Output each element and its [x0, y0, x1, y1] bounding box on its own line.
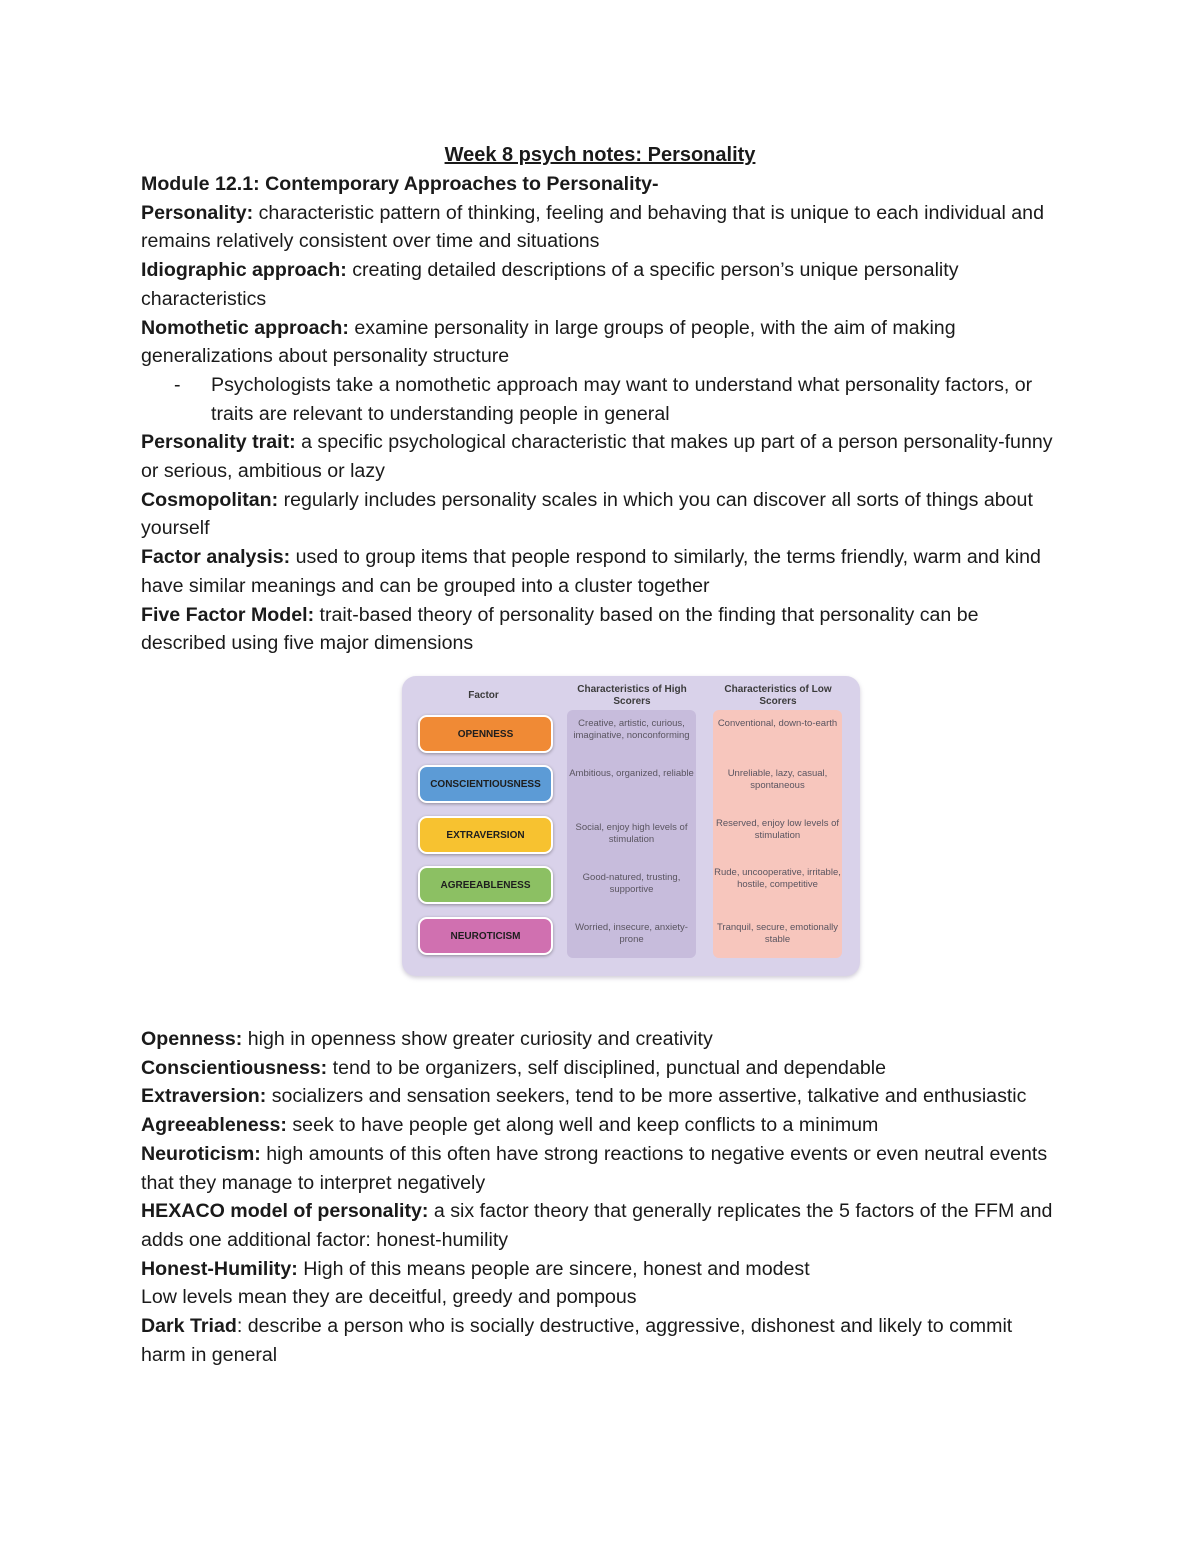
high-openness: Creative, artistic, curious, imaginative, nonconforming — [573, 718, 690, 741]
low-openness: Conventional, down-to-earth — [717, 718, 838, 729]
definition-text: tend to be organizers, self disciplined, punctual and dependable — [327, 1056, 887, 1079]
factor-openness: OPENNESS — [418, 715, 553, 753]
definition-text: creating detailed descriptions of a specific person’s unique personality characteristics — [141, 259, 959, 310]
definition-agreeableness — [141, 1111, 1061, 1140]
definition-extraversion — [141, 1082, 1061, 1111]
term: Cosmopolitan: — [141, 488, 279, 511]
definition-text: : describe a person who is socially destructive, aggressive, dishonest and likely to commit harm in general — [141, 1315, 1013, 1366]
definition-cosmopolitan — [141, 486, 1061, 543]
low-agreeableness: Rude, uncooperative, irritable, hostile, competitive — [714, 867, 841, 890]
definition-text: characteristic pattern of thinking, feeling and behaving that is unique to each individual and remains relatively consistent over time and situations — [141, 201, 1044, 253]
definition-text: used to group items that people respond to similarly, the terms friendly, warm and kind have similar meanings and can be grouped into a cluster together — [141, 546, 1041, 597]
definition-text: trait-based theory of personality based on the finding that personality can be described using five major dimensions — [141, 603, 979, 655]
definition-text: socializers and sensation seekers, tend to be more assertive, talkative and enthusiastic — [266, 1085, 1027, 1108]
definition-dark-triad — [141, 1312, 1061, 1369]
notes-top — [141, 170, 1061, 658]
term: Openness: — [141, 1028, 243, 1050]
low-neuroticism: Tranquil, secure, emotionally stable — [716, 922, 839, 945]
page-title: Week 8 psych notes: Personality — [444, 144, 756, 166]
term: Personality: — [141, 201, 254, 224]
term: Agreeableness: — [141, 1114, 287, 1137]
definition-text: Low levels mean they are deceitful, greedy and pompous — [141, 1286, 637, 1309]
bullet-text: Psychologists take a nomothetic approach may want to understand what personality factors, or traits are relevant to understanding people in general — [211, 373, 1033, 425]
notes-bottom — [141, 1025, 1061, 1369]
definition-openness — [141, 1025, 1061, 1054]
definition-text: examine personality in large groups of people, with the aim of making generalizations about personality structure — [141, 316, 956, 368]
factor-neuroticism: NEUROTICISM — [418, 917, 553, 955]
definition-text: a specific psychological characteristic that makes up part of a person personality-funny or serious, ambitious or lazy — [141, 431, 1053, 483]
definition-text: regularly includes personality scales in which you can discover all sorts of things about yourself — [141, 488, 1033, 540]
definition-idiographic — [141, 256, 1061, 313]
high-neuroticism: Worried, insecure, anxiety-prone — [575, 922, 688, 945]
definition-text: a six factor theory that generally replicates the 5 factors of the FFM and adds one additional factor: honest-humility — [141, 1200, 1053, 1251]
low-levels-note — [141, 1283, 1061, 1312]
factor-agreeableness: AGREEABLENESS — [418, 866, 553, 904]
module-heading: Module 12.1: Contemporary Approaches to Personality- — [141, 173, 659, 195]
term: HEXACO model of personality: — [141, 1200, 429, 1223]
term: Conscientiousness: — [141, 1056, 328, 1079]
term: Nomothetic approach: — [141, 316, 349, 339]
high-conscientiousness: Ambitious, organized, reliable — [569, 768, 694, 779]
definition-personality-trait — [141, 428, 1061, 485]
definition-five-factor-model — [141, 601, 1061, 658]
header-high-scorers: Characteristics of High Scorers — [577, 684, 687, 707]
definition-text: high amounts of this often have strong reactions to negative events or even neutral events that they manage to interpret negatively — [141, 1142, 1048, 1194]
term: Honest-Humility: — [141, 1257, 298, 1280]
low-extraversion: Reserved, enjoy low levels of stimulation — [715, 818, 840, 841]
definition-honest-humility — [141, 1255, 1061, 1284]
low-conscientiousness: Unreliable, lazy, casual, spontaneous — [727, 768, 828, 791]
bullet-item — [141, 371, 1061, 428]
factor-conscientiousness: CONSCIENTIOUSNESS — [418, 765, 553, 803]
high-agreeableness: Good-natured, trusting, supportive — [582, 872, 681, 895]
bullet-dash: - — [174, 373, 181, 396]
term: Factor analysis: — [141, 546, 291, 569]
term: Personality trait: — [141, 431, 296, 454]
definition-factor-analysis — [141, 543, 1061, 600]
definition-text: seek to have people get along well and keep conflicts to a minimum — [286, 1114, 879, 1137]
term: Idiographic approach: — [141, 259, 347, 282]
factor-extraversion: EXTRAVERSION — [418, 816, 553, 854]
definition-conscientiousness — [141, 1054, 1061, 1083]
definition-neuroticism — [141, 1140, 1061, 1197]
header-factor: Factor — [468, 690, 499, 701]
term: Extraversion: — [141, 1085, 267, 1108]
definition-text: High of this means people are sincere, honest and modest — [297, 1257, 810, 1280]
five-factor-table-figure — [402, 676, 860, 976]
term: Five Factor Model: — [141, 603, 315, 626]
header-low-scorers: Characteristics of Low Scorers — [724, 684, 832, 707]
definition-nomothetic — [141, 314, 1061, 371]
high-extraversion: Social, enjoy high levels of stimulation — [575, 822, 688, 845]
definition-personality — [141, 199, 1061, 256]
definition-text: high in openness show greater curiosity and creativity — [242, 1028, 713, 1050]
definition-hexaco — [141, 1197, 1061, 1254]
term: Dark Triad — [141, 1315, 237, 1338]
term: Neuroticism: — [141, 1142, 261, 1165]
